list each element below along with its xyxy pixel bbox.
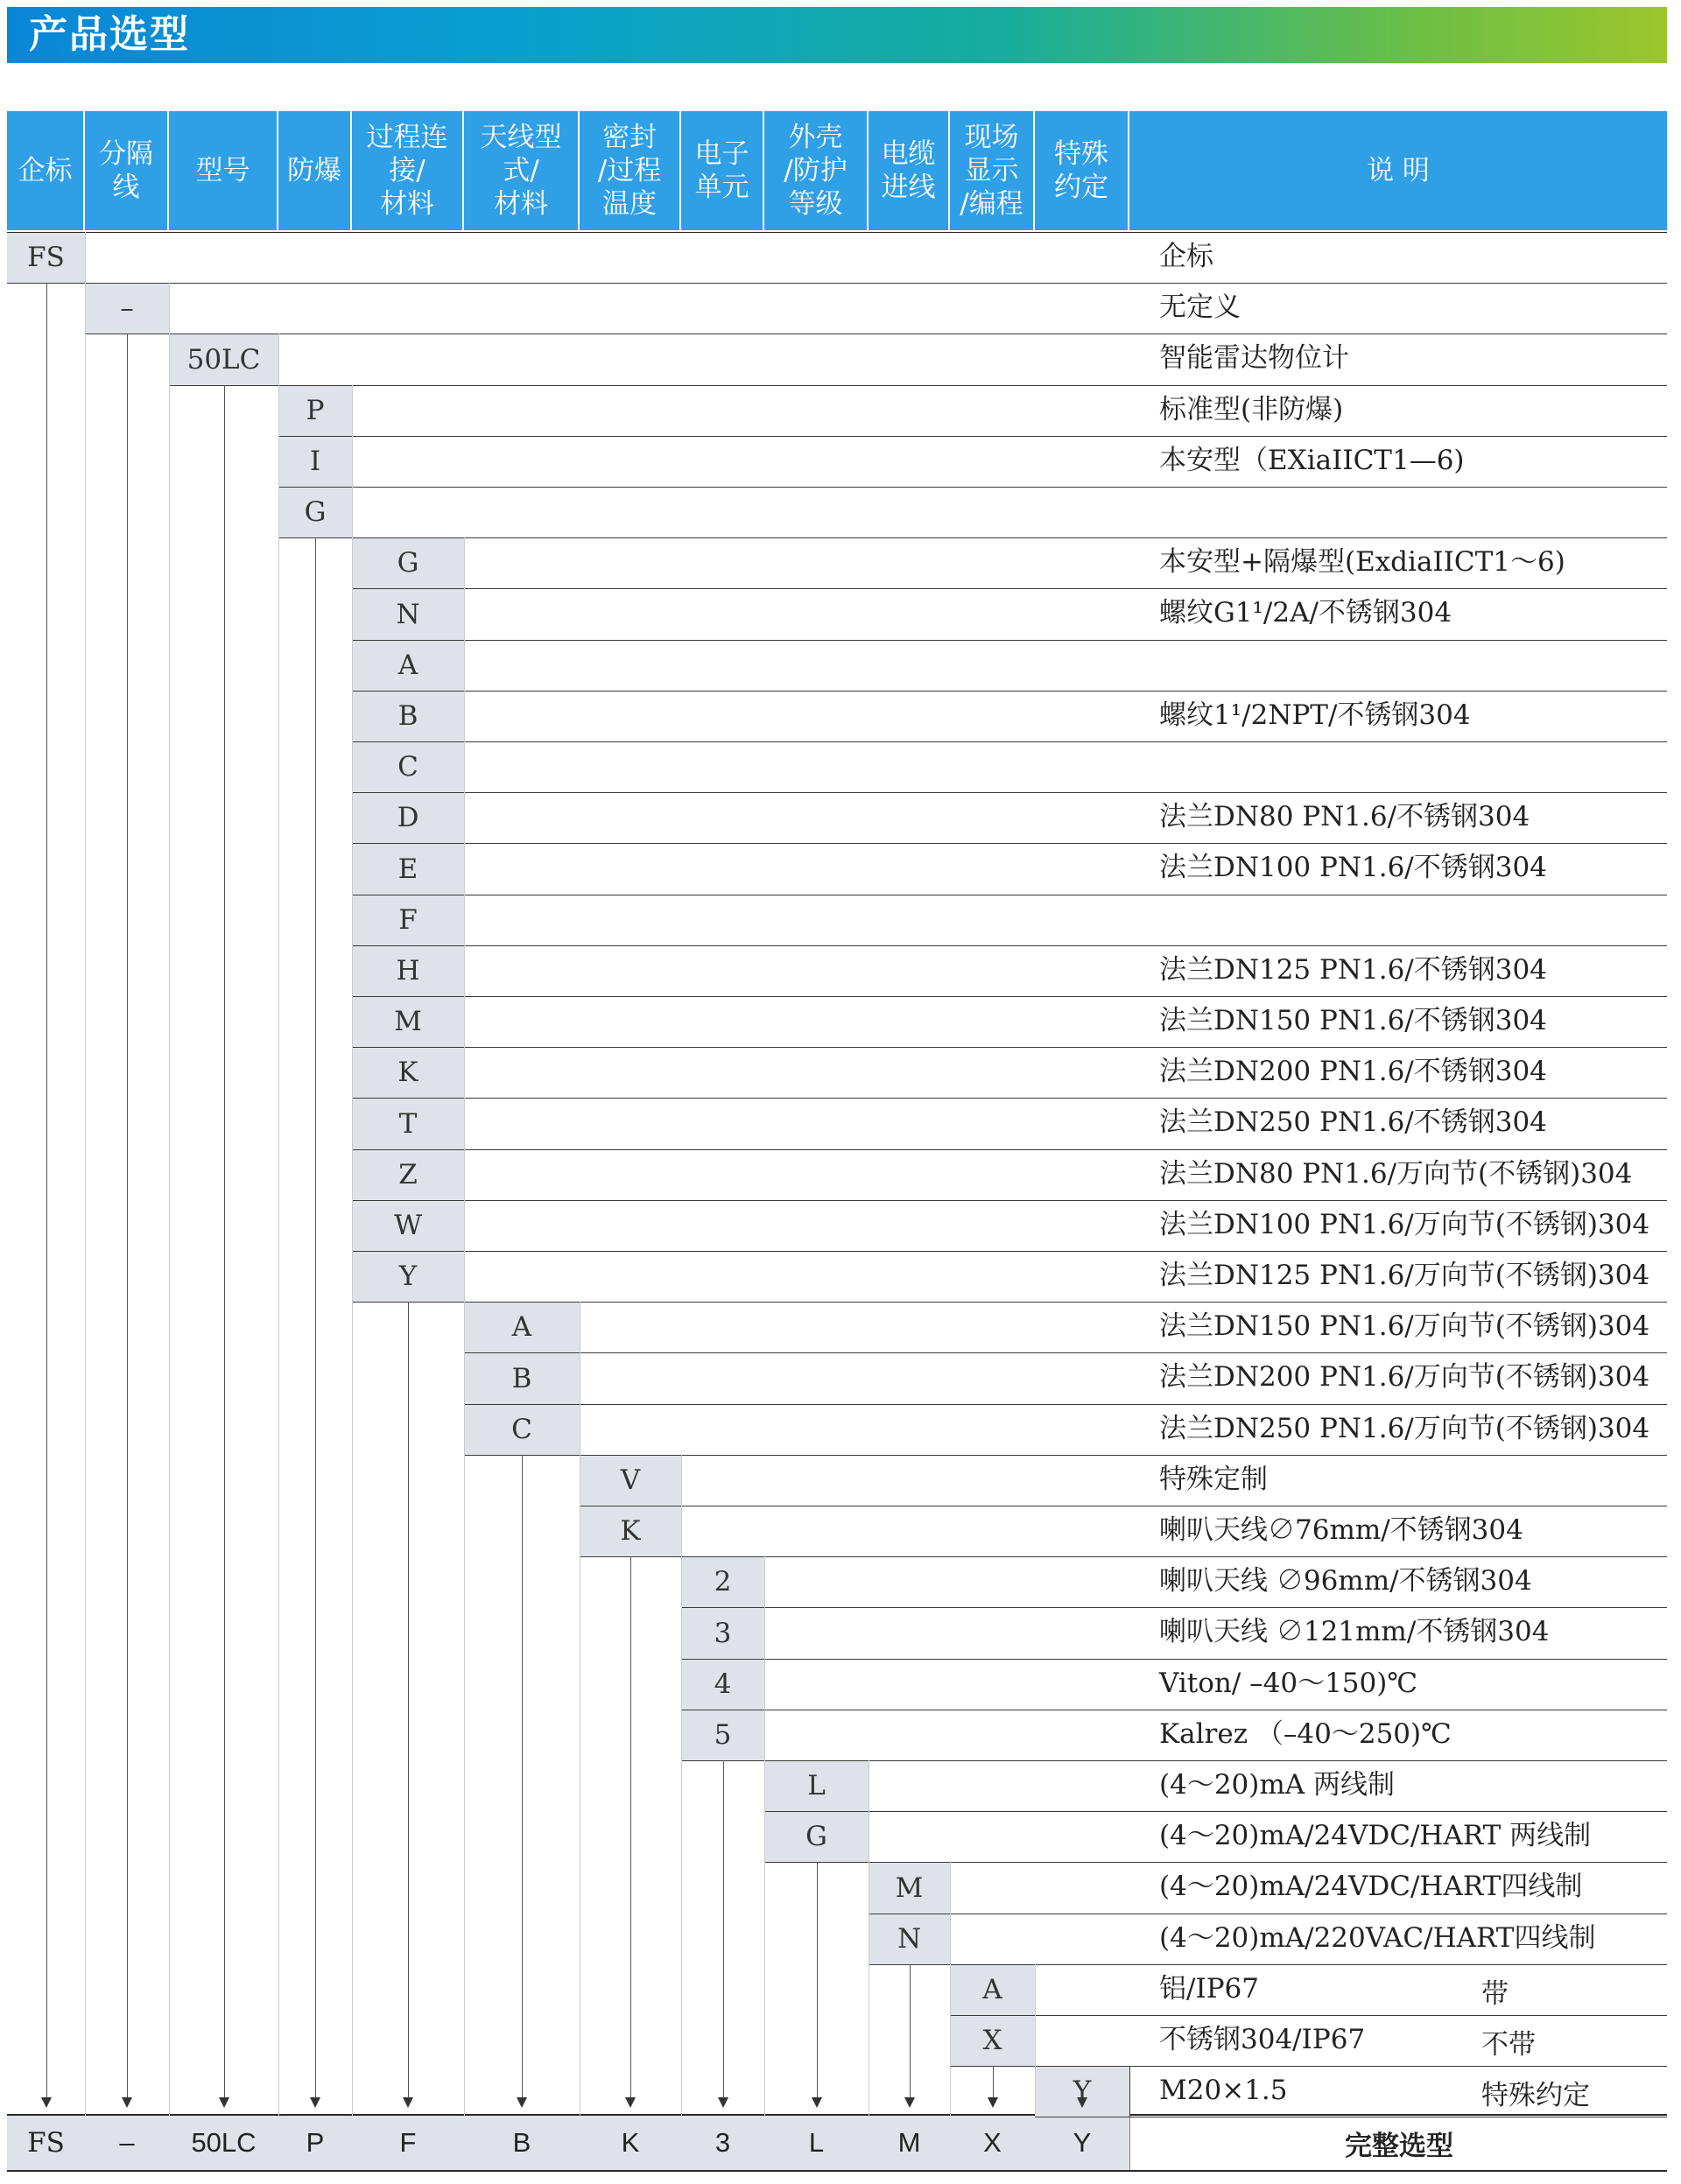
description-text: 法兰DN150 PN1.6/万向节(不锈钢)304	[1159, 1310, 1650, 1342]
bottom-code: M	[897, 2127, 921, 2158]
description-text: 法兰DN80 PN1.6/万向节(不锈钢)304	[1159, 1158, 1633, 1190]
code-cell: Y	[352, 1251, 464, 1302]
description-text: 铝/IP67	[1159, 1973, 1259, 2005]
description-text: 喇叭天线 ∅96mm/不锈钢304	[1159, 1565, 1532, 1597]
column-divider	[464, 537, 465, 2117]
row-divider	[352, 640, 1667, 641]
bottom-code: P	[306, 2127, 325, 2158]
connector-line	[910, 1964, 911, 2099]
description-text: 喇叭天线 ∅121mm/不锈钢304	[1159, 1616, 1550, 1647]
row-divider	[278, 487, 1667, 488]
code-cell: H	[352, 945, 464, 996]
arrow-down-icon	[41, 2097, 52, 2108]
description-text: 螺纹G1¹/2A/不锈钢304	[1159, 597, 1452, 629]
column-divider	[764, 1556, 765, 2117]
description-text: Viton/ –40～150)℃	[1159, 1668, 1418, 1699]
description-option: 带	[1481, 1978, 1509, 2010]
header-cell: 现场 显示 /编程	[950, 111, 1035, 230]
row-divider	[580, 1556, 1667, 1557]
header-cell: 电缆 进线	[869, 111, 950, 230]
row-divider	[352, 1302, 1667, 1303]
connector-line	[723, 1760, 724, 2099]
column-divider	[169, 283, 170, 2117]
code-cell: 4	[681, 1659, 764, 1710]
description-text: 法兰DN80 PN1.6/不锈钢304	[1159, 801, 1530, 832]
row-divider	[764, 1862, 1667, 1863]
bottom-code: K	[621, 2127, 640, 2158]
description-text: (4～20)mA/24VDC/HART 两线制	[1159, 1820, 1592, 1851]
description-option: 不带	[1481, 2029, 1536, 2061]
row-divider	[278, 537, 1667, 538]
code-cell: –	[85, 283, 169, 334]
header-cell: 型号	[169, 111, 278, 230]
arrow-down-icon	[122, 2097, 132, 2108]
description-text: 法兰DN125 PN1.6/不锈钢304	[1159, 954, 1547, 986]
code-cell: F	[352, 895, 464, 945]
description-text: 法兰DN200 PN1.6/不锈钢304	[1159, 1056, 1547, 1087]
row-divider	[352, 843, 1667, 844]
row-divider	[464, 1352, 1667, 1353]
connector-line	[127, 334, 128, 2099]
connector-line	[224, 385, 225, 2099]
row-divider	[681, 1659, 1667, 1660]
code-cell: V	[580, 1455, 681, 1506]
description-option: 特殊约定	[1481, 2080, 1590, 2111]
arrow-down-icon	[718, 2097, 728, 2108]
connector-line	[993, 2066, 994, 2099]
code-cell: I	[278, 436, 352, 487]
column-divider	[950, 1862, 951, 2117]
code-cell: G	[764, 1811, 869, 1862]
complete-selection-row	[7, 2114, 1667, 2172]
connector-line	[408, 1302, 409, 2099]
code-cell: E	[352, 843, 464, 895]
page-title: 产品选型	[29, 12, 190, 57]
code-cell: K	[352, 1047, 464, 1098]
description-text: (4～20)mA/220VAC/HART四线制	[1159, 1922, 1596, 1954]
row-divider	[681, 1607, 1667, 1608]
arrow-down-icon	[219, 2097, 229, 2108]
description-text: 法兰DN200 PN1.6/万向节(不锈钢)304	[1159, 1361, 1650, 1393]
row-divider	[352, 1149, 1667, 1150]
description-text: (4～20)mA/24VDC/HART四线制	[1159, 1871, 1583, 1902]
arrow-down-icon	[517, 2097, 527, 2108]
row-divider	[7, 232, 1667, 233]
code-cell: G	[352, 537, 464, 588]
description-text: 法兰DN125 PN1.6/万向节(不锈钢)304	[1159, 1260, 1650, 1291]
bottom-code: 50LC	[191, 2127, 257, 2158]
column-divider	[85, 232, 86, 2117]
bottom-code: X	[983, 2127, 1002, 2158]
bottom-code: FS	[27, 2127, 65, 2159]
arrow-down-icon	[625, 2097, 636, 2108]
column-divider	[1035, 1964, 1036, 2117]
header-cell: 天线型 式/ 材料	[464, 111, 580, 230]
description-text: 螺纹1¹/2NPT/不锈钢304	[1159, 699, 1471, 731]
header-cell: 密封 /过程 温度	[580, 111, 681, 230]
row-divider	[352, 1200, 1667, 1201]
description-text: 特殊定制	[1159, 1464, 1268, 1495]
code-cell: L	[764, 1760, 869, 1811]
description-text: 法兰DN150 PN1.6/不锈钢304	[1159, 1005, 1547, 1036]
column-divider	[278, 334, 279, 2117]
row-divider	[352, 588, 1667, 589]
description-text: (4～20)mA 两线制	[1159, 1769, 1395, 1801]
description-text: 本安型（EXiaIICT1—6)	[1159, 445, 1465, 476]
connector-line	[522, 1455, 523, 2099]
header-cell: 电子 单元	[681, 111, 764, 230]
header-cell: 过程连 接/ 材料	[352, 111, 464, 230]
row-divider	[681, 1760, 1667, 1761]
header-cell: 外壳 /防护 等级	[764, 111, 869, 230]
code-cell: B	[352, 691, 464, 741]
description-text: 法兰DN250 PN1.6/万向节(不锈钢)304	[1159, 1413, 1650, 1444]
header-cell: 企标	[7, 111, 85, 230]
connector-line	[315, 537, 316, 2099]
row-divider	[464, 1404, 1667, 1405]
code-cell: P	[278, 385, 352, 436]
column-divider	[681, 1455, 682, 2117]
row-divider	[278, 436, 1667, 437]
header-cell: 说 明	[1367, 155, 1430, 186]
row-divider	[352, 792, 1667, 793]
row-divider	[352, 1098, 1667, 1099]
row-divider	[352, 1251, 1667, 1252]
bottom-code: 3	[714, 2127, 731, 2158]
connector-line	[46, 283, 47, 2099]
description-text: M20×1.5	[1159, 2075, 1288, 2106]
description-text: 喇叭天线∅76mm/不锈钢304	[1159, 1514, 1523, 1546]
header-cell: 分隔 线	[85, 111, 169, 230]
code-cell: A	[352, 640, 464, 691]
description-text: 企标	[1159, 241, 1213, 272]
description-text: 本安型+隔爆型(ExdiaIICT1～6)	[1159, 546, 1565, 578]
table-header	[7, 111, 1667, 230]
row-divider	[352, 945, 1667, 946]
description-text: 智能雷达物位计	[1159, 342, 1349, 374]
connector-line	[817, 1862, 818, 2099]
title-banner	[7, 7, 1667, 63]
row-divider	[869, 1964, 1667, 1965]
description-text: Kalrez （–40～250)℃	[1159, 1718, 1452, 1750]
row-divider	[7, 283, 1667, 284]
arrow-down-icon	[988, 2097, 998, 2108]
header-cell: 防爆	[278, 111, 352, 230]
code-cell: W	[352, 1200, 464, 1251]
code-cell: T	[352, 1098, 464, 1149]
code-cell: C	[352, 741, 464, 792]
code-cell: G	[278, 487, 352, 537]
code-cell: K	[580, 1506, 681, 1556]
code-cell: M	[869, 1862, 950, 1914]
row-divider	[950, 2015, 1667, 2016]
description-text: 法兰DN250 PN1.6/不锈钢304	[1159, 1106, 1547, 1138]
arrow-down-icon	[1077, 2097, 1087, 2108]
bottom-code: F	[399, 2127, 417, 2158]
bottom-code: –	[119, 2127, 135, 2158]
description-text: 不锈钢304/IP67	[1159, 2024, 1366, 2055]
code-cell: M	[352, 996, 464, 1047]
code-cell: Z	[352, 1149, 464, 1200]
code-cell: 3	[681, 1607, 764, 1659]
row-divider	[352, 996, 1667, 997]
column-divider	[352, 385, 353, 2117]
code-cell: A	[950, 1964, 1035, 2015]
row-divider	[169, 385, 1667, 386]
code-cell: N	[869, 1914, 950, 1964]
column-divider	[1129, 2066, 1130, 2117]
bottom-label: 完整选型	[1129, 2116, 1668, 2170]
description-text: 无定义	[1159, 291, 1241, 323]
row-divider	[764, 1811, 1667, 1812]
row-divider	[464, 1455, 1667, 1456]
row-divider	[352, 691, 1667, 692]
code-cell: N	[352, 588, 464, 640]
arrow-down-icon	[904, 2097, 915, 2108]
row-divider	[950, 2066, 1667, 2067]
row-divider	[352, 741, 1667, 742]
bottom-code: B	[512, 2127, 531, 2158]
code-cell: A	[464, 1302, 580, 1352]
connector-line	[630, 1556, 631, 2099]
bottom-code: L	[808, 2127, 825, 2158]
code-cell: D	[352, 792, 464, 843]
code-cell: X	[950, 2015, 1035, 2066]
code-cell: 5	[681, 1710, 764, 1760]
code-cell: 2	[681, 1556, 764, 1607]
row-divider	[352, 1047, 1667, 1048]
code-cell: 50LC	[169, 334, 278, 385]
arrow-down-icon	[403, 2097, 413, 2108]
description-text: 标准型(非防爆)	[1159, 394, 1344, 425]
description-text: 法兰DN100 PN1.6/不锈钢304	[1159, 852, 1547, 883]
header-cell: 特殊 约定	[1035, 111, 1129, 230]
code-cell: C	[464, 1404, 580, 1455]
bottom-code: Y	[1073, 2127, 1092, 2158]
code-cell: Y	[1035, 2066, 1129, 2117]
description-text: 法兰DN100 PN1.6/万向节(不锈钢)304	[1159, 1209, 1650, 1240]
code-cell: FS	[7, 232, 85, 283]
code-cell: B	[464, 1352, 580, 1404]
arrow-down-icon	[310, 2097, 320, 2108]
arrow-down-icon	[812, 2097, 822, 2108]
